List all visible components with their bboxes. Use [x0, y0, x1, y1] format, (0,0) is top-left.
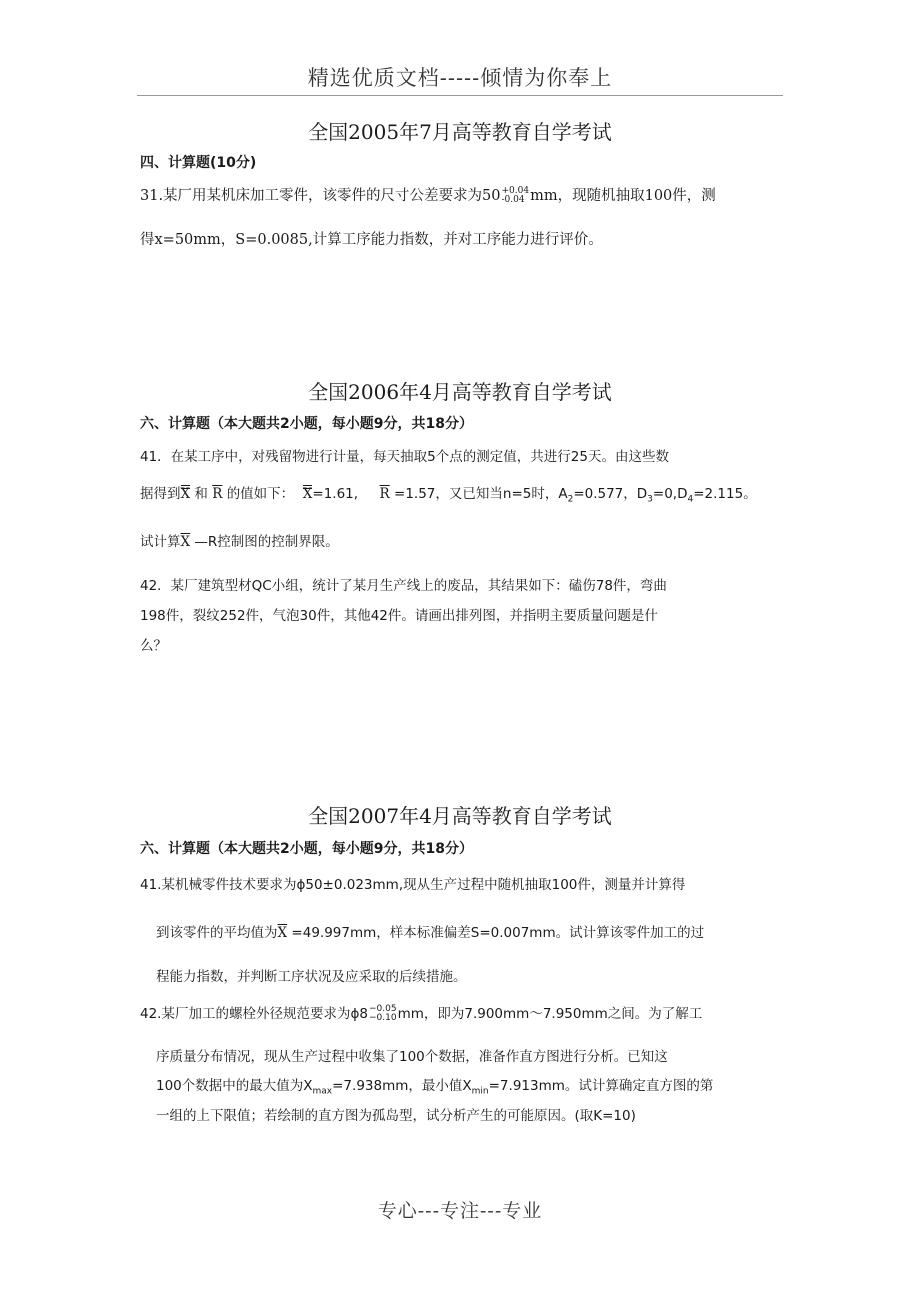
q41-2007-line2 [156, 921, 704, 941]
q41-2007-text-b: =49.997mm，样本标准偏差S=0.007mm。试计算该零件加工的过 [291, 925, 705, 941]
q42-2006-line3: 么？ [140, 638, 167, 654]
q41-2006-text-b: 的值如下： [226, 486, 295, 502]
q31-tolerance [502, 187, 530, 205]
sub-max: max [312, 1086, 333, 1097]
q41-2006-line3 [140, 530, 339, 550]
page-footer: 专心---专注---专业 [377, 1200, 543, 1222]
header-divider [137, 95, 783, 96]
section-heading-2007: 六、计算题（本大题共2小题，每小题9分，共18分） [140, 841, 473, 857]
r-bar-value: $\overline{R}$ [379, 486, 390, 502]
q41-2007-text-a: 到该零件的平均值为 [156, 925, 278, 941]
r-bar: $\overline{R}$ [212, 486, 223, 502]
q31-text-b: mm，现随机抽取100件，测 [530, 188, 716, 204]
q31-line1 [140, 184, 716, 205]
q42-2006-line1: 42．某厂建筑型材QC小组，统计了某月生产线上的废品，其结果如下：磕伤78件，弯曲 [140, 578, 667, 594]
section-title-2006: 全国2006年4月高等教育自学考试 [308, 380, 612, 404]
q41-2006-line1: 41．在某工序中，对残留物进行计量，每天抽取5个点的测定值，共进行25天。由这些数 [140, 449, 669, 465]
q41-2006-a2: =0.577，D [573, 486, 648, 502]
x-bar-2007: $\overline{X}$ [277, 925, 288, 941]
q42-2007-text-d: =7.938mm，最小值X [332, 1078, 472, 1094]
q31-text-a: 31.某厂用某机床加工零件，该零件的尺寸公差要求为50 [140, 188, 501, 204]
x-double-bar: X [180, 486, 191, 502]
q42-tolerance [369, 1005, 397, 1023]
sub-4: 4 [687, 494, 694, 505]
q41-2006-and: 和 [194, 486, 208, 502]
q42-2007-text-a: 42.某厂加工的螺栓外径规范要求为ϕ8 [140, 1006, 368, 1022]
q41-2006-text-d: —R控制图的控制界限。 [194, 534, 339, 550]
q41-2006-d4: =2.115。 [693, 486, 757, 502]
q42-tol-lower: −0.10 [368, 1013, 397, 1023]
q41-2006-text-a: 据得到 [140, 486, 181, 502]
q42-tol-upper: −0.05 [368, 1004, 397, 1014]
q42-2007-text-c: 100个数据中的最大值为X [156, 1078, 313, 1094]
q41-2006-d3: =0,D [652, 486, 688, 502]
sub-3: 3 [647, 494, 653, 505]
sub-min: min [471, 1086, 489, 1097]
x-bar: $\overline{X}$ [180, 534, 191, 550]
section-heading-2006: 六、计算题（本大题共2小题，每小题9分，共18分） [140, 416, 473, 432]
q42-2007-text-e: =7.913mm。试计算确定直方图的第 [488, 1078, 714, 1094]
q31-tol-lower: -0.04 [501, 195, 525, 205]
q42-2006-line2: 198件，裂纹252件，气泡30件，其他42件。请画出排列图，并指明主要质量问题是什 [140, 608, 658, 624]
q31-line2: 得x=50mm，S=0.0085,计算工序能力指数，并对工序能力进行评价。 [140, 232, 603, 248]
q41-2006-x-value: =1.61, [312, 486, 359, 502]
q31-tol-upper: +0.04 [501, 186, 530, 196]
x-double-bar-value: X [302, 486, 313, 502]
q42-2007-line2: 序质量分布情况，现从生产过程中收集了100个数据，准备作直方图进行分析。已知这 [156, 1049, 668, 1065]
q41-2007-line1: 41.某机械零件技术要求为ϕ50±0.023mm,现从生产过程中随机抽取100件，测量并计算得 [140, 877, 686, 893]
q41-2006-text-c: 试计算 [140, 534, 181, 550]
section-heading-2005: 四、计算题(10分) [140, 155, 257, 171]
q42-2007-line1 [140, 1002, 702, 1023]
q42-2007-line4: 一组的上下限值；若绘制的直方图为孤岛型，试分析产生的可能原因。(取K=10) [156, 1108, 636, 1124]
q41-2006-line2 [140, 482, 757, 505]
q42-2007-line3 [156, 1074, 713, 1097]
sub-2: 2 [567, 494, 574, 505]
section-title-2007: 全国2007年4月高等教育自学考试 [308, 804, 612, 828]
section-title-2005: 全国2005年7月高等教育自学考试 [308, 120, 612, 144]
q41-2006-r-value: =1.57，又已知当n=5时，A [394, 486, 568, 502]
q42-2007-text-b: mm，即为7.900mm～7.950mm之间。为了解工 [397, 1006, 703, 1022]
q41-2007-line3: 程能力指数，并判断工序状况及应采取的后续措施。 [156, 969, 467, 985]
page-header: 精选优质文档-----倾情为你奉上 [307, 66, 613, 90]
